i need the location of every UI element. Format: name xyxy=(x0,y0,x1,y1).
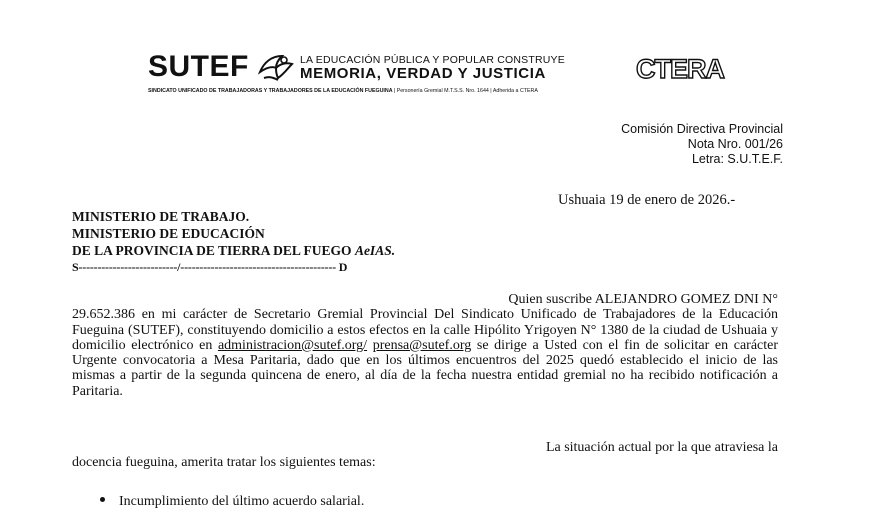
paragraph-request-text-b: se dirige a Usted con el fin de solicitar en carácter Urgente convocatoria a Mesa Paritaria, dado que en los últimos encuentros del 2025 quedó establecido el inicio de las mismas a partir de la segunda quincena de enero, al día de la fecha nuestra entidad gremial no ha recibido notificación a Paritaria. xyxy=(72,337,779,399)
paragraph-situation-body: docencia fueguina, amerita tratar los siguientes temas: xyxy=(72,455,376,471)
addressee-block xyxy=(72,208,395,276)
addressee-province: DE LA PROVINCIA DE TIERRA DEL FUEGO xyxy=(72,243,352,258)
slogan-line-1: LA EDUCACIÓN PÚBLICA Y POPULAR CONSTRUYE xyxy=(300,54,565,66)
letterhead xyxy=(148,52,748,98)
note-number: Nota Nro. 001/26 xyxy=(687,137,783,151)
paragraph-request xyxy=(72,292,778,399)
addressee-line-3 xyxy=(72,242,395,259)
slogan-line-2: MEMORIA, VERDAD Y JUSTICIA xyxy=(300,65,546,82)
sutef-emblem-icon xyxy=(256,52,296,84)
addressee-salutation-line: S--------------------------/----------------------------------------- D xyxy=(72,260,348,274)
paragraph-situation-first-line: La situación actual por la que atraviesa la xyxy=(545,440,778,455)
addressee-line-1: MINISTERIO DE TRABAJO. xyxy=(72,209,250,224)
paragraph-request-body xyxy=(72,307,778,399)
bullet-dot-icon xyxy=(100,497,105,502)
email-link-administracion[interactable]: administracion@sutef.org/ xyxy=(217,337,368,353)
subline-bold: SINDICATO UNIFICADO DE TRABAJADORAS Y TRABAJADORES DE LA EDUCACIÓN FUEGUINA xyxy=(148,88,393,94)
ctera-logo-text: CTERA xyxy=(636,54,724,83)
letterhead-subline xyxy=(148,88,748,94)
ctera-logo xyxy=(634,53,734,83)
note-reference-block xyxy=(621,122,783,167)
sutef-logo-text: SUTEF xyxy=(148,50,249,83)
paragraph-situation xyxy=(72,440,778,471)
list-item-text: Incumplimiento del último acuerdo salarial. xyxy=(119,494,365,509)
addressee-line-2: MINISTERIO DE EDUCACIÓN xyxy=(72,226,265,241)
addressee-province-suffix: AeIAS. xyxy=(354,243,396,258)
subline-light: | Personería Gremial M.T.S.S. Nro. 1644 | Adherida a CTERA xyxy=(393,88,538,94)
slogan xyxy=(300,54,565,81)
list-item xyxy=(100,494,364,510)
commission-line: Comisión Directiva Provincial xyxy=(621,122,783,136)
paragraph-request-first-line: Quien suscribe ALEJANDRO GOMEZ DNI N° xyxy=(508,292,778,307)
email-link-prensa[interactable]: prensa@sutef.org xyxy=(372,337,472,353)
letter-date: Ushuaia 19 de enero de 2026.- xyxy=(558,192,736,208)
paragraph-request-text-a: 29.652.386 en mi carácter de Secretario Gremial Provincial Del Sindicato Unificado de Trabajadores de la Educación Fueguina (SUTEF), constituyendo domicilio a estos efectos en la calle Hipólito Yrigoyen N° 1380 de la ciudad de Ushuaia y domicilio electrónico en xyxy=(72,307,778,353)
letter-code: Letra: S.U.T.E.F. xyxy=(691,152,783,166)
